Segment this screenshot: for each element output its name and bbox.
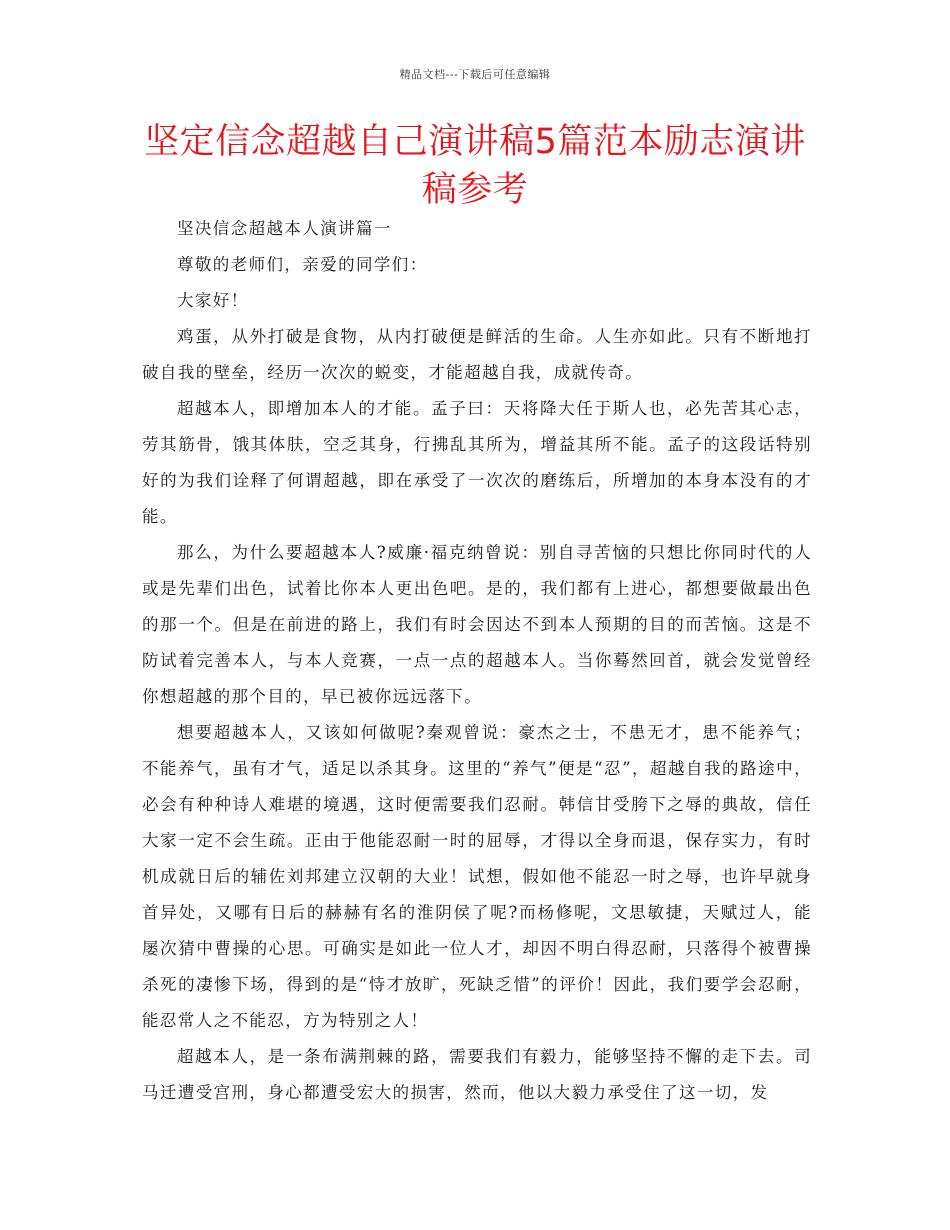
body-paragraph: 鸡蛋，从外打破是食物，从内打破便是鲜活的生命。人生亦如此。只有不断地打破自我的壁垒，经历一次次的蜕变，才能超越自我，成就传奇。: [142, 327, 812, 382]
body-paragraph: 想要超越本人，又该如何做呢?秦观曾说：豪杰之士，不患无才，患不能养气；不能养气，虽有才气，适足以杀其身。这里的“养气”便是“忍”，超越自我的路途中，必会有种种诗人难堪的境遇，这时便需要我们忍耐。韩信甘受胯下之辱的典故，信任大家一定不会生疏。正由于他能忍耐一时的屈辱，才得以全身而退，保存实力，有时机成就日后的辅佐刘邦建立汉朝的大业！试想，假如他不能忍一时之辱，也许早就身首异处，又哪有日后的赫赫有名的淮阴侯了呢?而杨修呢，文思敏捷，天赋过人，能屡次猜中曹操的心思。可确实是如此一位人才，却因不明白得忍耐，只落得个被曹操杀死的凄惨下场，得到的是“恃才放旷，死缺乏惜”的评价！因此，我们要学会忍耐，能忍常人之不能忍，方为特别之人！: [142, 723, 812, 1030]
greeting: 大家好！: [177, 291, 249, 310]
body-paragraph: 那么，为什么要超越本人?威廉·福克纳曾说：别自寻苦恼的只想比你同时代的人或是先辈们出色，试着比你本人更出色吧。是的，我们都有上进心，都想要做最出色的那一个。但是在前进的路上，我们有时会因达不到本人预期的目的而苦恼。这是不防试着完善本人，与本人竞赛，一点一点的超越本人。当你蓦然回首，就会发觉曾经你想超越的那个目的，早已被你远远落下。: [142, 543, 812, 706]
body-paragraph: 超越本人，即增加本人的才能。孟子曰：天将降大任于斯人也，必先苦其心志，劳其筋骨，饿其体肤，空乏其身，行拂乱其所为，增益其所不能。孟子的这段话特别好的为我们诠释了何谓超越，即在承受了一次次的磨练后，所增加的本身本没有的才能。: [142, 399, 812, 526]
document-header-note: 精品文档---下载后可任意编辑: [399, 68, 551, 81]
salutation: 尊敬的老师们，亲爱的同学们：: [177, 255, 428, 274]
body-paragraph: 超越本人，是一条布满荆棘的路，需要我们有毅力，能够坚持不懈的走下去。司马迁遭受宫刑，身心都遭受宏大的损害，然而，他以大毅力承受住了这一切，发: [142, 1047, 812, 1102]
document-body: [142, 211, 812, 1111]
section-heading: 坚决信念超越本人演讲篇一: [177, 219, 392, 238]
document-title: 坚定信念超越自己演讲稿5篇范本励志演讲稿参考: [144, 122, 806, 210]
